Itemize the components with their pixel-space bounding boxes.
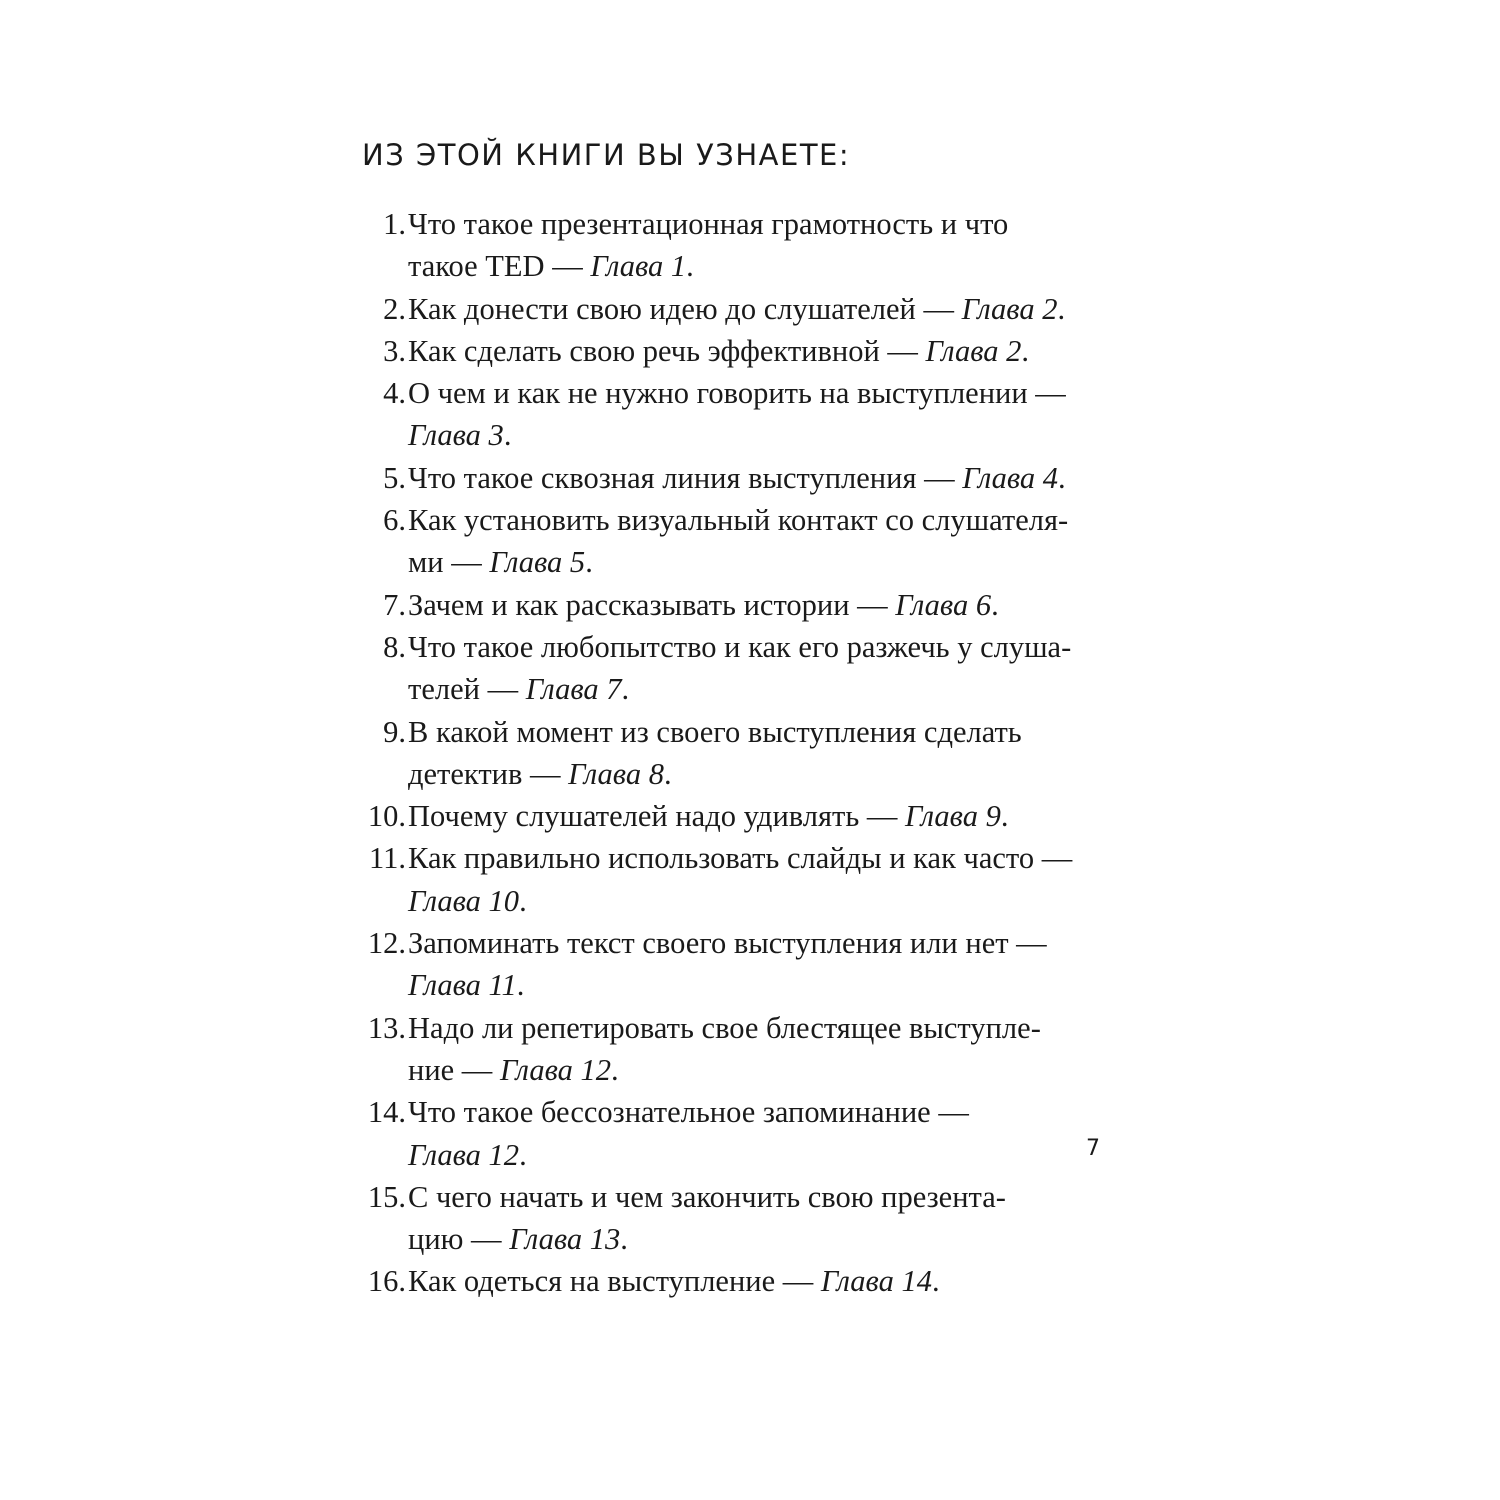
item-line — [408, 1260, 1140, 1302]
list-item — [340, 457, 1140, 499]
item-line — [408, 541, 1140, 583]
item-line — [408, 711, 1140, 753]
item-line — [408, 753, 1140, 795]
item-line — [408, 414, 1140, 456]
item-text: С чего начать и чем закончить свою презента- — [408, 1179, 1006, 1214]
page-heading: ИЗ ЭТОЙ КНИГИ ВЫ УЗНАЕТЕ: — [362, 138, 851, 172]
item-line — [408, 1007, 1140, 1049]
item-line — [408, 1134, 1140, 1176]
item-number: 4. — [383, 376, 406, 411]
chapter-reference: Глава 12 — [499, 1052, 611, 1087]
item-line — [408, 626, 1140, 668]
item-end-punctuation: . — [931, 1264, 940, 1299]
item-line — [408, 457, 1140, 499]
item-text: Как сделать свою речь эффективной — — [408, 333, 926, 368]
item-line — [408, 1049, 1140, 1091]
chapter-reference: Глава 12 — [408, 1137, 520, 1172]
item-line — [408, 584, 1140, 626]
item-line — [408, 964, 1140, 1006]
item-number: 9. — [383, 714, 406, 749]
item-line — [408, 245, 1140, 287]
item-line — [408, 795, 1140, 837]
item-end-punctuation: . — [621, 672, 630, 707]
item-text: такое TED — — [408, 249, 591, 284]
item-number: 15. — [367, 1179, 406, 1214]
list-item — [340, 795, 1140, 837]
item-text: Что такое презентационная грамотность и что — [408, 207, 1009, 241]
item-text: детектив — — [408, 756, 569, 791]
list-item — [340, 1007, 1140, 1092]
item-line — [408, 499, 1140, 541]
list-item — [340, 711, 1140, 796]
item-line — [408, 668, 1140, 710]
item-line — [408, 1176, 1140, 1218]
item-end-punctuation: . — [519, 883, 527, 918]
item-line — [408, 203, 1140, 245]
list-item — [340, 837, 1140, 922]
item-number: 3. — [383, 333, 406, 368]
item-number: 11. — [369, 841, 406, 876]
item-text: Что такое бессознательное запоминание — — [408, 1095, 969, 1130]
item-end-punctuation: . — [611, 1052, 619, 1087]
item-end-punctuation: . — [620, 1222, 628, 1257]
item-number: 1. — [383, 207, 406, 241]
item-end-punctuation: . — [1000, 799, 1009, 834]
item-end-punctuation: . — [585, 545, 593, 580]
chapter-reference: Глава 10 — [408, 883, 520, 918]
page-number: 7 — [1086, 1136, 1100, 1161]
item-text: цию — — [408, 1222, 510, 1257]
item-text: Что такое сквозная линия выступления — — [408, 460, 963, 495]
item-number: 12. — [367, 926, 406, 961]
item-text: О чем и как не нужно говорить на выступлении — — [408, 376, 1066, 411]
item-text: Как установить визуальный контакт со слушателя- — [408, 503, 1069, 538]
list-item — [340, 330, 1140, 372]
item-number: 2. — [383, 291, 406, 326]
chapter-reference: Глава 13 — [509, 1222, 621, 1257]
list-item — [340, 288, 1140, 330]
chapter-reference: Глава 7 — [525, 672, 622, 707]
chapter-reference: Глава 4 — [962, 460, 1059, 495]
chapter-reference: Глава 8 — [568, 756, 664, 791]
list-item — [340, 1091, 1140, 1176]
topics-list — [340, 203, 1140, 1303]
item-line — [408, 288, 1140, 330]
chapter-reference: Глава 2 — [925, 333, 1022, 368]
item-text: ми — — [408, 545, 490, 580]
list-item — [340, 1260, 1140, 1302]
item-number: 5. — [383, 460, 406, 495]
item-number: 13. — [367, 1010, 406, 1045]
item-line — [408, 1218, 1140, 1260]
item-text: Запоминать текст своего выступления или нет — — [408, 926, 1047, 961]
item-end-punctuation: . — [519, 1137, 527, 1172]
item-text: ние — — [408, 1052, 500, 1087]
item-end-punctuation: . — [1058, 460, 1066, 495]
item-text: Что такое любопытство и как его разжечь у слуша- — [408, 629, 1072, 664]
item-number: 7. — [383, 587, 406, 622]
chapter-reference: Глава 6 — [895, 587, 992, 622]
chapter-reference: Глава 5 — [489, 545, 586, 580]
chapter-reference: Глава 1 — [590, 249, 687, 284]
item-end-punctuation: . — [686, 249, 694, 284]
item-line — [408, 837, 1140, 879]
chapter-reference: Глава 9 — [905, 799, 1001, 834]
item-text: В какой момент из своего выступления сделать — [408, 714, 1022, 749]
item-text: Почему слушателей надо удивлять — — [408, 799, 906, 834]
item-line — [408, 880, 1140, 922]
item-text: Как одеться на выступление — — [408, 1264, 821, 1299]
item-text: телей — — [408, 672, 526, 707]
item-end-punctuation: . — [663, 756, 672, 791]
list-item — [340, 499, 1140, 584]
list-item — [340, 1176, 1140, 1261]
chapter-reference: Глава 2 — [961, 291, 1058, 326]
item-number: 16. — [367, 1264, 406, 1299]
item-number: 6. — [383, 503, 406, 538]
item-line — [408, 1091, 1140, 1133]
list-item — [340, 203, 1140, 288]
list-item — [340, 372, 1140, 457]
item-end-punctuation: . — [503, 418, 512, 453]
item-line — [408, 922, 1140, 964]
item-line — [408, 372, 1140, 414]
chapter-reference: Глава 3 — [408, 418, 504, 453]
item-end-punctuation: . — [991, 587, 999, 622]
list-item — [340, 584, 1140, 626]
item-number: 8. — [383, 629, 406, 664]
item-end-punctuation: . — [1021, 333, 1029, 368]
item-end-punctuation: . — [1057, 291, 1066, 326]
list-item — [340, 626, 1140, 711]
item-number: 10. — [367, 799, 406, 834]
item-text: Как правильно использовать слайды и как часто — — [408, 841, 1073, 876]
item-line — [408, 330, 1140, 372]
item-number: 14. — [367, 1095, 406, 1130]
item-text: Зачем и как рассказывать истории — — [408, 587, 896, 622]
item-text: Как донести свою идею до слушателей — — [408, 291, 962, 326]
chapter-reference: Глава 14 — [820, 1264, 932, 1299]
item-end-punctuation: . — [516, 968, 525, 1003]
list-item — [340, 922, 1140, 1007]
item-text: Надо ли репетировать свое блестящее выступле- — [408, 1010, 1041, 1045]
chapter-reference: Глава 11 — [408, 968, 517, 1003]
